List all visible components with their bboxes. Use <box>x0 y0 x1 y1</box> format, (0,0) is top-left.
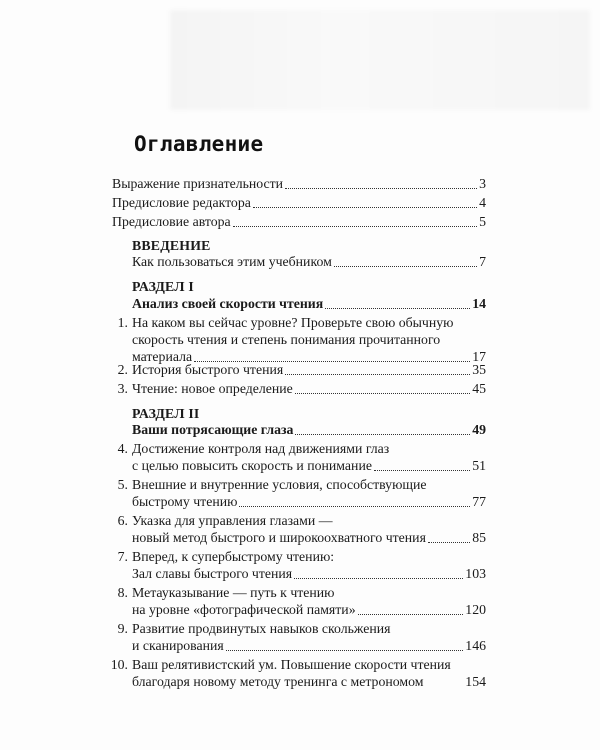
dot-leader <box>334 266 477 267</box>
dot-leader <box>325 308 470 309</box>
part-subtitle[interactable] <box>132 296 486 312</box>
toc-entry[interactable] <box>132 458 486 474</box>
toc-entry-label: Зал славы быстрого чтения <box>132 566 293 581</box>
dot-leader <box>425 686 463 687</box>
chapter-title-line[interactable]: Внешние и внутренние условия, способствующие <box>132 477 427 492</box>
toc-entry-label: быстрому чтению <box>132 494 238 509</box>
dot-leader <box>295 434 470 435</box>
dot-leader <box>239 506 470 507</box>
toc-entry-label: материала <box>132 349 193 364</box>
section-heading-part-1: РАЗДЕЛ I <box>132 279 194 294</box>
page-number: 49 <box>472 422 486 437</box>
dot-leader <box>233 226 477 227</box>
chapter-number: 10. <box>110 657 128 672</box>
part-subtitle-label: Ваши потрясающие глаза <box>132 422 294 437</box>
chapter-title-line[interactable]: Вперед, к супербыстрому чтению: <box>132 549 335 564</box>
toc-entry[interactable] <box>132 362 486 378</box>
toc-entry[interactable] <box>132 602 486 618</box>
chapter-number: 2. <box>117 362 128 377</box>
toc-entry[interactable] <box>132 381 486 397</box>
chapter-title-line[interactable]: Ваш релятивистский ум. Повышение скорости чтения <box>132 657 451 672</box>
toc-entry-label: с целью повысить скорость и понимание <box>132 458 372 473</box>
toc-entry[interactable] <box>132 674 486 690</box>
toc-entry[interactable] <box>132 494 486 510</box>
dot-leader <box>226 650 464 651</box>
page-number: 35 <box>472 362 486 377</box>
page-number: 146 <box>465 638 486 653</box>
page-number: 51 <box>472 458 486 473</box>
page-number: 45 <box>472 381 486 396</box>
chapter-number: 9. <box>117 621 128 636</box>
chapter-number: 3. <box>117 381 128 396</box>
dot-leader <box>295 393 470 394</box>
chapter-number: 5. <box>117 477 128 492</box>
page-number: 77 <box>472 494 486 509</box>
page-title: Оглавление <box>134 132 264 156</box>
part-subtitle-label: Анализ своей скорости чтения <box>132 296 324 311</box>
chapter-title-line[interactable]: На каком вы сейчас уровне? Проверьте свою обычную <box>132 315 454 330</box>
chapter-title-line[interactable]: Достижение контроля над движениями глаз <box>132 441 390 456</box>
toc-entry-label: на уровне «фотографической памяти» <box>132 602 356 617</box>
chapter-title-line[interactable]: Указка для управления глазами — <box>132 513 333 528</box>
section-heading-part-2: РАЗДЕЛ II <box>132 406 200 421</box>
toc-entry-label: Чтение: новое определение <box>132 381 293 396</box>
toc-entry-label: и сканирования <box>132 638 224 653</box>
toc-entry-label: Как пользоваться этим учебником <box>132 254 332 269</box>
page-number: 3 <box>479 176 486 191</box>
toc-entry-label: новый метод быстрого и широкоохватного чтения <box>132 530 426 545</box>
toc-entry[interactable] <box>132 530 486 546</box>
chapter-title-line[interactable]: Метауказывание — путь к чтению <box>132 585 335 600</box>
chapter-number: 6. <box>117 513 128 528</box>
chapter-title-line[interactable]: Развитие продвинутых навыков скольжения <box>132 621 391 636</box>
page-number: 103 <box>465 566 486 581</box>
show-through-shadow <box>170 10 590 110</box>
page-number: 7 <box>479 254 486 269</box>
page-number: 154 <box>465 674 486 689</box>
toc-entry[interactable] <box>132 566 486 582</box>
toc-entry[interactable] <box>112 176 486 192</box>
dot-leader <box>253 207 477 208</box>
chapter-number: 4. <box>117 441 128 456</box>
toc-entry-label: История быстрого чтения <box>132 362 284 377</box>
toc-entry[interactable] <box>132 638 486 654</box>
page-number: 4 <box>479 195 486 210</box>
chapter-title-line[interactable]: скорость чтения и степень понимания прочитанного <box>132 332 441 347</box>
dot-leader <box>285 188 477 189</box>
toc-entry-label: Выражение признательности <box>112 176 284 191</box>
page-number: 17 <box>472 349 486 364</box>
toc-entry[interactable] <box>132 254 486 270</box>
toc-entry[interactable] <box>112 214 486 230</box>
chapter-number: 7. <box>117 549 128 564</box>
section-heading-intro: ВВЕДЕНИЕ <box>132 238 211 253</box>
dot-leader <box>358 614 464 615</box>
chapter-number: 8. <box>117 585 128 600</box>
toc-entry[interactable] <box>112 195 486 211</box>
dot-leader <box>374 470 470 471</box>
dot-leader <box>428 542 470 543</box>
chapter-number: 1. <box>117 315 128 330</box>
part-subtitle[interactable] <box>132 422 486 438</box>
toc-entry-label: Предисловие автора <box>112 214 231 229</box>
page-number: 120 <box>465 602 486 617</box>
page-number: 5 <box>479 214 486 229</box>
page-number: 85 <box>472 530 486 545</box>
dot-leader <box>285 374 470 375</box>
toc-entry-label: благодаря новому методу тренинга с метрономом <box>132 674 424 689</box>
page-number: 14 <box>472 296 486 311</box>
dot-leader <box>294 578 463 579</box>
toc-entry-label: Предисловие редактора <box>112 195 251 210</box>
